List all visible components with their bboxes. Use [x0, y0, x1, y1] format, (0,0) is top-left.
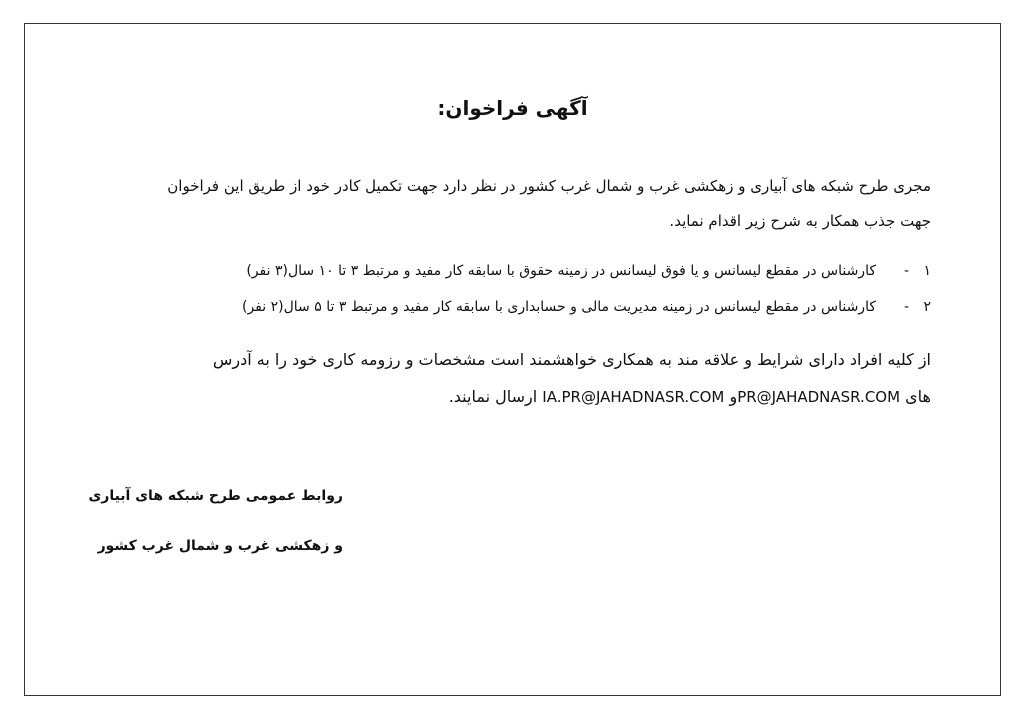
closing-suffix: ارسال نمایند. [448, 387, 538, 406]
email-address-2: IA.PR@JAHADNASR.COM [542, 388, 725, 406]
closing-line-1: از کلیه افراد دارای شرایط و علاقه مند به همکاری خواهشمند است مشخصات و رزومه کاری خود را به آدرس [212, 350, 931, 369]
list-item-text: کارشناس در مقطع لیسانس در زمینه مدیریت مالی و حسابداری با سابقه کار مفید و مرتبط ۳ تا ۵ سال(۲ نفر) [241, 299, 876, 315]
list-item [151, 259, 931, 283]
signature-line-1: روابط عمومی طرح شبکه های آبیاری [88, 488, 343, 504]
list-item [151, 295, 931, 319]
list-item-number: ۱ [923, 263, 931, 279]
closing-prefix: های [905, 387, 931, 406]
closing-line-2 [449, 384, 931, 410]
closing-conjunction: و [729, 387, 738, 406]
intro-line-1: مجری طرح شبکه های آبیاری و زهکشی غرب و شمال غرب کشور در نظر دارد جهت تکمیل کادر خود از طریق این فراخوان [167, 177, 931, 195]
list-item-dash: - [903, 263, 909, 279]
document-title: آگهی فراخوان: [437, 96, 588, 120]
list-item-text: کارشناس در مقطع لیسانس و یا فوق لیسانس در زمینه حقوق با سابقه کار مفید و مرتبط ۳ تا ۱۰ سال(۳ نفر) [246, 263, 876, 279]
email-address-1: PR@JAHADNASR.COM [737, 388, 901, 406]
signature-line-2: و زهکشی غرب و شمال غرب کشور [97, 538, 343, 554]
list-item-dash: - [903, 299, 909, 315]
list-item-number: ۲ [923, 299, 931, 315]
intro-line-2: جهت جذب همکار به شرح زیر اقدام نماید. [669, 212, 931, 230]
